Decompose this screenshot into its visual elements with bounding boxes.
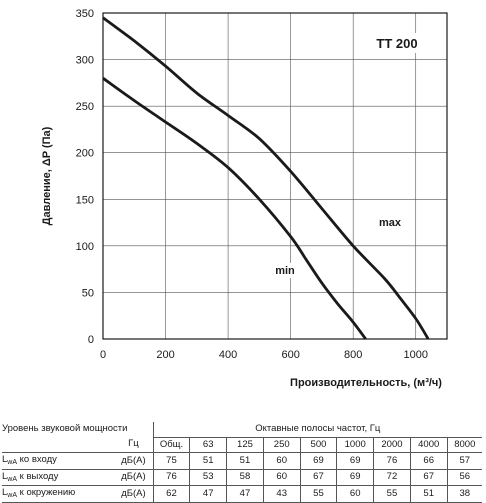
cell-value: 51 [227,453,264,470]
cell-value: 58 [227,469,264,486]
col-header-63: 63 [190,437,227,453]
cell-value: 67 [410,469,447,486]
x-tick-label: 200 [156,349,175,361]
y-axis-title: Давление, ΔP (Па) [41,126,53,226]
min-curve-label: min [275,265,295,277]
cell-value: 53 [190,469,227,486]
col-header-125: 125 [227,437,264,453]
cell-value: 43 [263,486,300,503]
y-tick-labels [76,8,94,346]
row-label: $L_{wA}$ к окружению [2,487,76,499]
x-tick-label: 800 [344,349,363,361]
sound-power-table [2,422,482,503]
chart-title: TT 200 [376,36,418,51]
x-tick-label: 1000 [403,349,428,361]
row-unit: дБ(А) [121,487,146,499]
y-tick-label: 150 [75,194,94,207]
y-tick-label: 100 [75,240,94,253]
hz-label: Гц [128,438,139,450]
y-tick-label: 200 [75,147,94,160]
x-tick-label: 400 [218,349,238,361]
table-row-inlet [2,453,482,470]
max-curve-label: max [378,217,402,229]
cell-value: 47 [227,486,264,503]
cell-value: 69 [337,453,374,470]
min-curve [103,78,366,339]
cell-value: 67 [300,469,337,486]
y-tick-label: 350 [75,8,94,20]
cell-value: 69 [300,453,337,470]
col-header-8000: 8000 [447,437,482,453]
col-header-500: 500 [300,437,337,453]
row-label: $L_{wA}$ к выходу [2,470,59,483]
cell-value: 62 [153,486,190,503]
table-title-row [2,422,482,437]
cell-value: 38 [447,486,482,503]
y-tick-label: 250 [75,101,94,114]
y-tick-label: 50 [81,287,94,300]
octave-bands-header: Октавные полосы частот, Гц [153,422,482,437]
row-unit: дБ(А) [121,454,146,466]
x-tick-label: 600 [281,349,300,361]
cell-value: 76 [374,453,411,470]
cell-value: 47 [190,486,227,503]
cell-value: 60 [263,453,300,470]
table-row-surroundings [2,486,482,503]
cell-value: 75 [153,453,190,470]
table-title: Уровень звуковой мощности [2,423,128,435]
col-header-250: 250 [263,437,300,453]
chart-curves [103,18,428,339]
cell-value: 72 [374,469,411,486]
cell-value: 76 [153,469,190,486]
col-header-total: Общ. [153,437,190,453]
x-axis-title: Производительность, (м³/ч) [290,377,442,389]
y-tick-label: 300 [75,54,94,67]
table-header-row [2,437,482,453]
row-unit: дБ(А) [121,471,146,482]
cell-value: 69 [337,469,374,486]
cell-value: 55 [300,486,337,503]
table-row-outlet [2,469,482,486]
x-tick-labels [100,349,428,361]
header-spacer [2,437,114,453]
cell-value: 56 [447,469,482,486]
cell-value: 60 [263,469,300,486]
col-header-2000: 2000 [374,437,411,453]
y-tick-label: 0 [87,334,94,346]
col-header-1000: 1000 [337,437,374,453]
row-label: $L_{wA}$ ко входу [2,454,57,466]
cell-value: 51 [190,453,227,470]
cell-value: 60 [337,486,374,503]
cell-value: 55 [374,486,411,503]
max-curve [103,18,428,339]
x-tick-label: 0 [99,349,107,361]
col-header-4000: 4000 [410,437,447,453]
cell-value: 51 [410,486,447,503]
cell-value: 66 [410,453,447,470]
cell-value: 57 [447,453,482,470]
